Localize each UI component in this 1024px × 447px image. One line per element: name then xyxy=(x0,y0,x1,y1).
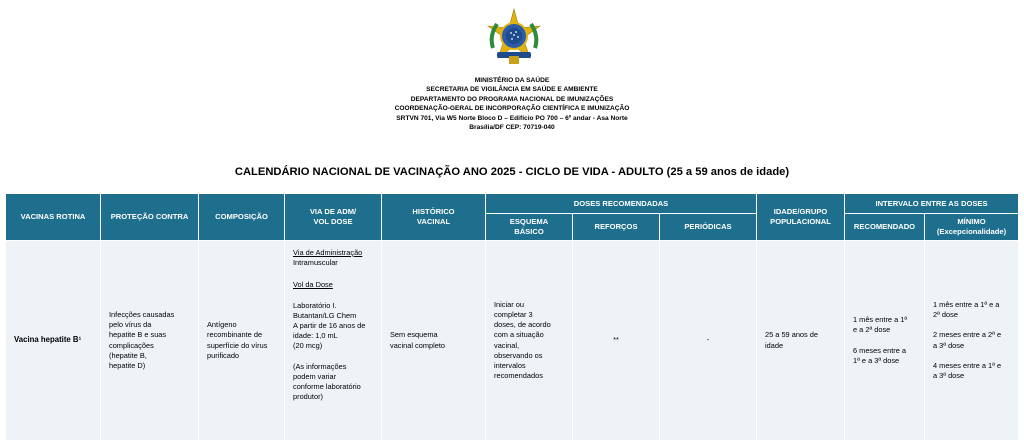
text-line: complicações xyxy=(109,340,154,350)
header-periodicas: PERIÓDICAS xyxy=(660,214,757,241)
header-line: SECRETARIA DE VIGILÂNCIA EM SAÚDE E AMBIENTE xyxy=(426,86,598,94)
text-line: com a situação xyxy=(494,330,544,340)
cell-historico xyxy=(382,241,486,441)
text-line: completar 3 xyxy=(494,309,533,319)
text-line: vacinal, xyxy=(494,340,520,350)
text-line: purificado xyxy=(207,350,240,360)
via-adm-label: Via de Administração xyxy=(293,248,363,257)
text-line: superfície do vírus xyxy=(207,340,268,350)
text-line: doses, de acordo xyxy=(494,320,551,330)
text-line: idade xyxy=(765,340,784,350)
header-via-line1: VIA DE ADM/ xyxy=(309,207,357,216)
header-minimo-line1: MÍNIMO xyxy=(957,217,986,226)
text-line: produtor) xyxy=(293,392,323,402)
cell-protecao xyxy=(101,241,199,441)
cell-via-adm xyxy=(285,241,382,441)
text-line: Infecções causadas xyxy=(109,309,175,319)
header-via-adm xyxy=(285,194,382,241)
header-esquema-line1: ESQUEMA xyxy=(509,217,549,226)
text-line: 1ª e a 3ª dose xyxy=(853,355,900,365)
text-line: (As informações xyxy=(293,361,347,371)
text-line: A partir de 16 anos de xyxy=(293,321,366,331)
text-line: Sem esquema xyxy=(390,330,438,340)
text-line: 2ª dose xyxy=(933,310,958,320)
header-line: COORDENAÇÃO-GERAL DE INCORPORAÇÃO CIENTÍFICA E IMUNIZAÇÃO xyxy=(394,105,630,113)
text-line: Butantan/LG Chem xyxy=(293,310,357,320)
text-line: conforme laboratório xyxy=(293,382,361,392)
text-line: pelo vírus da xyxy=(109,320,152,330)
header-minimo-line2: (Excepcionalidade) xyxy=(936,227,1007,236)
text-line: recomendados xyxy=(494,371,543,381)
header-protecao: PROTEÇÃO CONTRA xyxy=(101,194,199,241)
header-reforcos: REFORÇOS xyxy=(573,214,660,241)
text-line: idade: 1,0 mL xyxy=(293,331,338,341)
cell-periodicas: - xyxy=(660,241,757,441)
header-composicao: COMPOSIÇÃO xyxy=(199,194,285,241)
text-line: hepatite B e suas xyxy=(109,330,167,340)
text-line: recombinante de xyxy=(207,330,263,340)
text-line: e a 2ª dose xyxy=(853,325,891,335)
header-line: MINISTÉRIO DA SAÚDE xyxy=(474,77,550,84)
header-via-line2: VOL DOSE xyxy=(313,217,353,226)
text-line: 1 mês entre a 1ª xyxy=(853,315,908,325)
text-line: intervalos xyxy=(494,360,526,370)
cell-reforcos: ** xyxy=(573,241,660,441)
text-line: a 3ª dose xyxy=(933,370,965,380)
text-line: 2 meses entre a 2ª e xyxy=(933,330,1002,340)
header-idade-grupo xyxy=(757,194,845,241)
cell-composicao xyxy=(199,241,285,441)
cell-vacina xyxy=(6,241,101,441)
header-historico-line2: VACINAL xyxy=(416,217,451,226)
brasil-coat-of-arms-logo xyxy=(485,8,543,66)
text-line: Laboratório I. xyxy=(293,300,337,310)
text-line: 25 a 59 anos de xyxy=(765,330,819,340)
header-organization-block xyxy=(0,76,1024,132)
header-line: SRTVN 701, Via W5 Norte Bloco D – Edifício PO 700 – 6º andar - Asa Norte xyxy=(396,114,628,122)
header-intervalo: INTERVALO ENTRE AS DOSES xyxy=(845,194,1019,214)
text-line: 4 meses entre a 1ª e xyxy=(933,360,1002,370)
header-idade-line2: POPULACIONAL xyxy=(770,217,831,226)
header-esquema-basico xyxy=(486,214,573,241)
vaccination-calendar-table xyxy=(5,193,1019,441)
text-line: (hepatite B, xyxy=(109,350,147,360)
text-line: observando os xyxy=(494,350,543,360)
text-line: Iniciar ou xyxy=(494,299,524,309)
table-row xyxy=(6,241,1019,441)
text-line: hepatite D) xyxy=(109,360,146,370)
header-recomendado: RECOMENDADO xyxy=(845,214,925,241)
text-line: vacinal completo xyxy=(390,340,446,350)
via-adm-value: Intramuscular xyxy=(293,258,338,268)
header-vacinas: VACINAS ROTINA xyxy=(6,194,101,241)
text-line: podem variar xyxy=(293,371,337,381)
cell-recomendado xyxy=(845,241,925,441)
text-line: 6 meses entre a xyxy=(853,345,906,355)
vaccine-name: Vacina hepatite B¹ xyxy=(14,335,82,345)
header-minimo xyxy=(925,214,1019,241)
text-line: 1 mês entre a 1ª e a xyxy=(933,299,1000,309)
header-doses-recomendadas: DOSES RECOMENDADAS xyxy=(486,194,757,214)
cell-esquema xyxy=(486,241,573,441)
document-title: CALENDÁRIO NACIONAL DE VACINAÇÃO ANO 2025 - CICLO DE VIDA - ADULTO (25 a 59 anos de idade) xyxy=(234,166,790,178)
header-historico xyxy=(382,194,486,241)
header-line: DEPARTAMENTO DO PROGRAMA NACIONAL DE IMUNIZAÇÕES xyxy=(410,95,614,103)
vol-dose-label: Vol da Dose xyxy=(293,280,333,290)
header-historico-line1: HISTÓRICO xyxy=(412,207,455,216)
text-line: a 3ª dose xyxy=(933,340,965,350)
header-esquema-line2: BÁSICO xyxy=(514,227,544,236)
cell-minimo xyxy=(925,241,1019,441)
text-line: Antígeno xyxy=(207,320,237,330)
text-line: (20 mcg) xyxy=(293,341,323,351)
header-line: Brasília/DF CEP: 70719-040 xyxy=(469,124,555,132)
cell-idade xyxy=(757,241,845,441)
header-idade-line1: IDADE/GRUPO xyxy=(773,207,828,216)
